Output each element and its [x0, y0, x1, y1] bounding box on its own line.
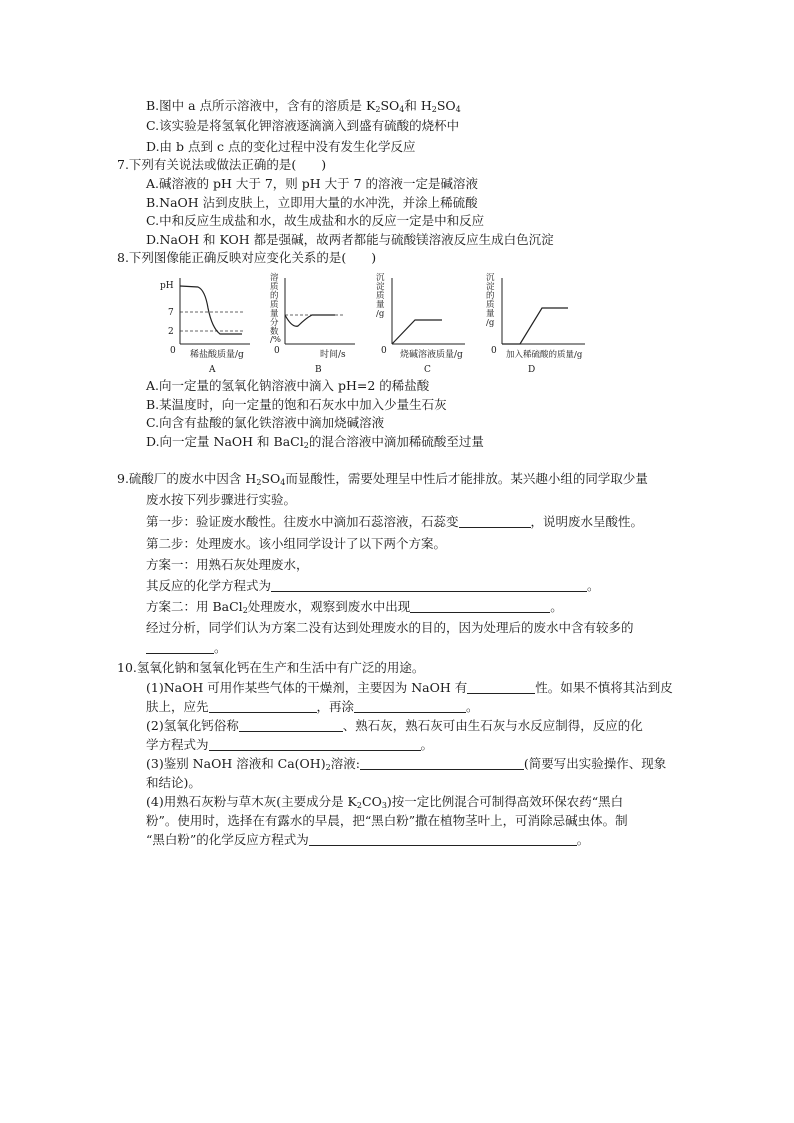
graph-a-origin: 0: [170, 346, 176, 356]
graph-b: [270, 272, 355, 375]
q9-line-2: 废水按下列步骤进行实验。: [146, 492, 297, 507]
graph-d: [486, 273, 585, 375]
q7-option-d: D.NaOH 和 KOH 都是强碱，故两者都能与硫酸镁溶液反应生成白色沉淀: [146, 232, 554, 247]
q7-option-a: A.碱溶液的 pH 大于 7，则 pH 大于 7 的溶液一定是碱溶液: [146, 176, 479, 191]
graph-d-xlabel: 加入稀硫酸的质量/g: [506, 350, 583, 360]
q10-blank-common-name[interactable]: [239, 718, 343, 732]
q9-blank-observation[interactable]: [410, 599, 550, 613]
graph-b-origin: 0: [274, 346, 280, 356]
q10-line-8: (4)用熟石灰粉与草木灰(主要成分是 $K_2CO_3$)按一定比例混合可制得高效环保农药“黑白: [146, 794, 624, 810]
q6-option-d: D.由 b 点到 c 点的变化过程中没有发生化学反应: [146, 139, 416, 154]
graph-b-xlabel: 时间/s: [320, 350, 346, 360]
q10-line-2: (1)NaOH 可用作某些气体的干燥剂，主要因为 NaOH 有 性。如果不慎将其沾到皮: [146, 680, 673, 695]
q8-option-d: D.向一定量 NaOH 和 BaCl$_2$的混合溶液中滴加稀硫酸至过量: [146, 434, 484, 450]
q9-line-7: 方案二：用 BaCl$_2$处理废水，观察到废水中出现 。: [146, 599, 563, 615]
q8-option-c: C.向含有盐酸的氯化铁溶液中滴加烧碱溶液: [146, 415, 385, 430]
q8-option-b: B.某温度时，向一定量的饱和石灰水中加入少量生石灰: [146, 397, 447, 412]
q9-blank-color[interactable]: [459, 514, 531, 528]
graph-c-xlabel: 烧碱溶液质量/g: [400, 350, 463, 360]
q8-stem: 8.下列图像能正确反映对应变化关系的是( ): [117, 250, 377, 265]
q9-line-3: 第一步：验证废水酸性。往废水中滴加石蕊溶液，石蕊变 ，说明废水呈酸性。: [146, 514, 644, 529]
q9-blank-equation[interactable]: [271, 578, 587, 592]
q10-blank-identify[interactable]: [360, 756, 524, 770]
graph-c-origin: 0: [381, 346, 387, 356]
q6-option-b: B.图中 a 点所示溶液中，含有的溶质是 $K_2SO_4$和 $H_2SO_4$: [146, 98, 461, 114]
graph-d-letter: D: [528, 365, 536, 375]
q10-blank-equation-1[interactable]: [209, 737, 421, 751]
graph-a-tick-7: 7: [168, 308, 174, 318]
q10-line-4: (2)氢氧化钙俗称 、熟石灰，熟石灰可由生石灰与水反应制得，反应的化: [146, 718, 643, 733]
graph-c-ylabel: 沉淀质量/g: [376, 273, 385, 319]
q9-line-1: 9.硫酸厂的废水中因含 $H_2SO_4$而显酸性，需要处理呈中性后才能排放。某兴趣小组的同学取少量: [117, 471, 648, 487]
q10-blank-property[interactable]: [467, 680, 535, 694]
q7-option-b: B.NaOH 沾到皮肤上，立即用大量的水冲洗，并涂上稀硫酸: [146, 195, 478, 210]
graph-a-tick-2: 2: [168, 327, 174, 337]
q9-blank-ion[interactable]: [146, 640, 214, 654]
q7-stem: 7.下列有关说法或做法正确的是( ): [117, 157, 327, 172]
q8-option-a: A.向一定量的氢氧化钠溶液中滴入 pH=2 的稀盐酸: [146, 378, 430, 393]
graph-c: [376, 273, 465, 375]
q10-line-9: 粉”。使用时，选择在有露水的早晨，把“黑白粉”撒在植物茎叶上，可消除忌碱虫体。制: [146, 813, 628, 828]
graph-a-xlabel: 稀盐酸质量/g: [190, 350, 244, 360]
graph-a: [160, 278, 250, 375]
q10-line-5: 学方程式为 。: [146, 737, 434, 752]
graph-c-line: [392, 320, 442, 344]
graph-d-line: [502, 308, 568, 344]
q10-line-10: “黑白粉”的化学反应方程式为 。: [146, 832, 590, 847]
q9-line-6: 其反应的化学方程式为 。: [146, 578, 600, 593]
q10-blank-apply[interactable]: [354, 699, 466, 713]
q9-line-5: 方案一：用熟石灰处理废水，: [146, 557, 309, 572]
q10-blank-equation-2[interactable]: [309, 832, 577, 846]
q10-blank-first-step[interactable]: [209, 699, 317, 713]
q9-line-4: 第二步：处理废水。该小组同学设计了以下两个方案。: [146, 536, 447, 551]
graph-a-letter: A: [209, 365, 216, 375]
q7-option-c: C.中和反应生成盐和水，故生成盐和水的反应一定是中和反应: [146, 213, 485, 228]
q10-line-1: 10.氢氧化钠和氢氧化钙在生产和生活中有广泛的用途。: [117, 660, 425, 675]
q9-line-9: 。: [146, 639, 227, 657]
graph-d-origin: 0: [491, 346, 497, 356]
graph-b-ylabel: 溶质的质量分数/%: [270, 273, 281, 345]
graph-a-ylabel: pH: [160, 281, 174, 291]
q9-line-8: 经过分析，同学们认为方案二没有达到处理废水的目的，因为处理后的废水中含有较多的: [146, 620, 634, 635]
q10-line-3: 肤上，应先 ，再涂 。: [146, 699, 479, 714]
q8-graphs: [150, 268, 610, 378]
graph-b-curve: [285, 315, 335, 326]
graph-b-letter: B: [315, 365, 322, 375]
graph-d-ylabel: 沉淀的质量/g: [486, 273, 495, 328]
graph-a-curve: [180, 286, 242, 334]
q10-line-6: (3)鉴别 NaOH 溶液和 $Ca(OH)_2$溶液: (简要写出实验操作、现象: [146, 756, 667, 772]
q6-option-c: C.该实验是将氢氧化钾溶液逐滴滴入到盛有硫酸的烧杯中: [146, 118, 460, 133]
graph-c-letter: C: [424, 365, 431, 375]
q10-line-7: 和结论)。: [146, 775, 201, 790]
